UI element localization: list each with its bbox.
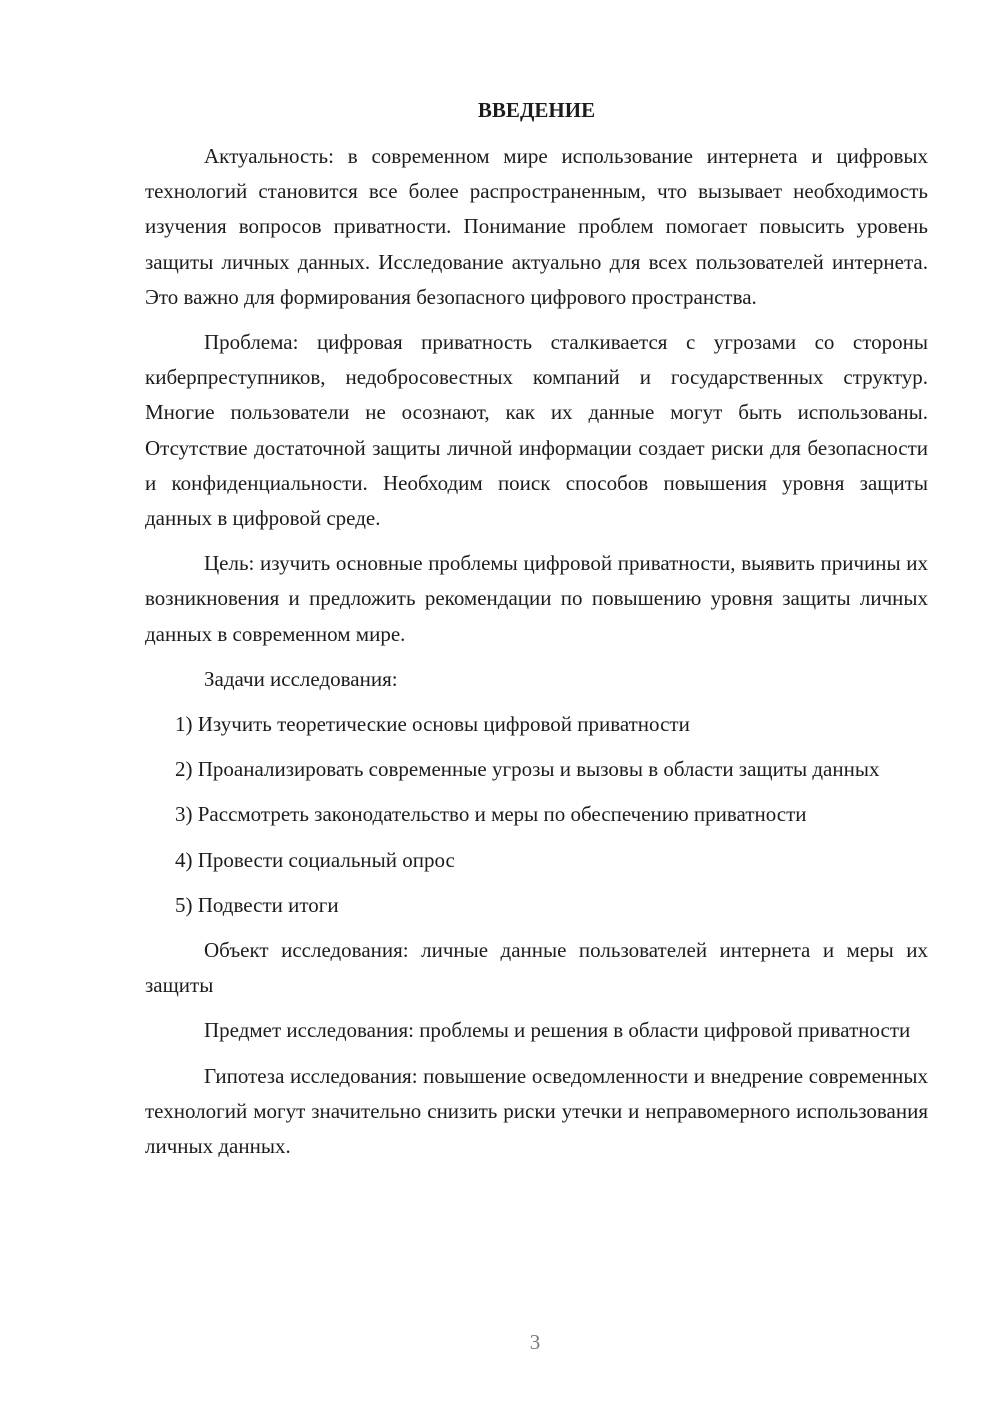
page-title: ВВЕДЕНИЕ <box>477 98 596 122</box>
document-page <box>145 95 928 1174</box>
paragraph-hypothesis: Гипотеза исследования: повышение осведомленности и внедрение современных технологий могут значительно снизить риски утечки и неправомерного использования личных данных. <box>145 1063 928 1159</box>
task-item-4: 4) Провести социальный опрос <box>175 847 455 872</box>
paragraph-subject: Предмет исследования: проблемы и решения в области цифровой приватности <box>204 1018 911 1043</box>
task-item-1: 1) Изучить теоретические основы цифровой приватности <box>175 712 690 737</box>
task-item-3: 3) Рассмотреть законодательство и меры по обеспечению приватности <box>175 802 807 827</box>
task-item-2: 2) Проанализировать современные угрозы и вызовы в области защиты данных <box>175 757 880 782</box>
tasks-heading: Задачи исследования: <box>204 666 398 691</box>
paragraph-object: Объект исследования: личные данные пользователей интернета и меры их защиты <box>145 938 928 998</box>
paragraph-problem: Проблема: цифровая приватность сталкивается с угрозами со стороны киберпреступников, недобросовестных компаний и государственных структур. Многие пользователи не осознают, как их данные могут быть использованы. Отсутствие достаточной защиты личной информации создает риски для безопасности и конфиденциальности. Необходим поиск способов повышения уровня защиты данных в цифровой среде. <box>145 330 928 531</box>
paragraph-goal: Цель: изучить основные проблемы цифровой приватности, выявить причины их возникновения и предложить рекомендации по повышению уровня защиты личных данных в современном мире. <box>145 551 928 646</box>
page-number: 3 <box>529 1330 541 1354</box>
task-item-5: 5) Подвести итоги <box>175 892 339 917</box>
paragraph-relevance: Актуальность: в современном мире использование интернета и цифровых технологий становится все более распространенным, что вызывает необходимость изучения вопросов приватности. Понимание проблем помогает повысить уровень защиты личных данных. Исследование актуально для всех пользователей интернета. Это важно для формирования безопасного цифрового пространства. <box>145 144 928 309</box>
